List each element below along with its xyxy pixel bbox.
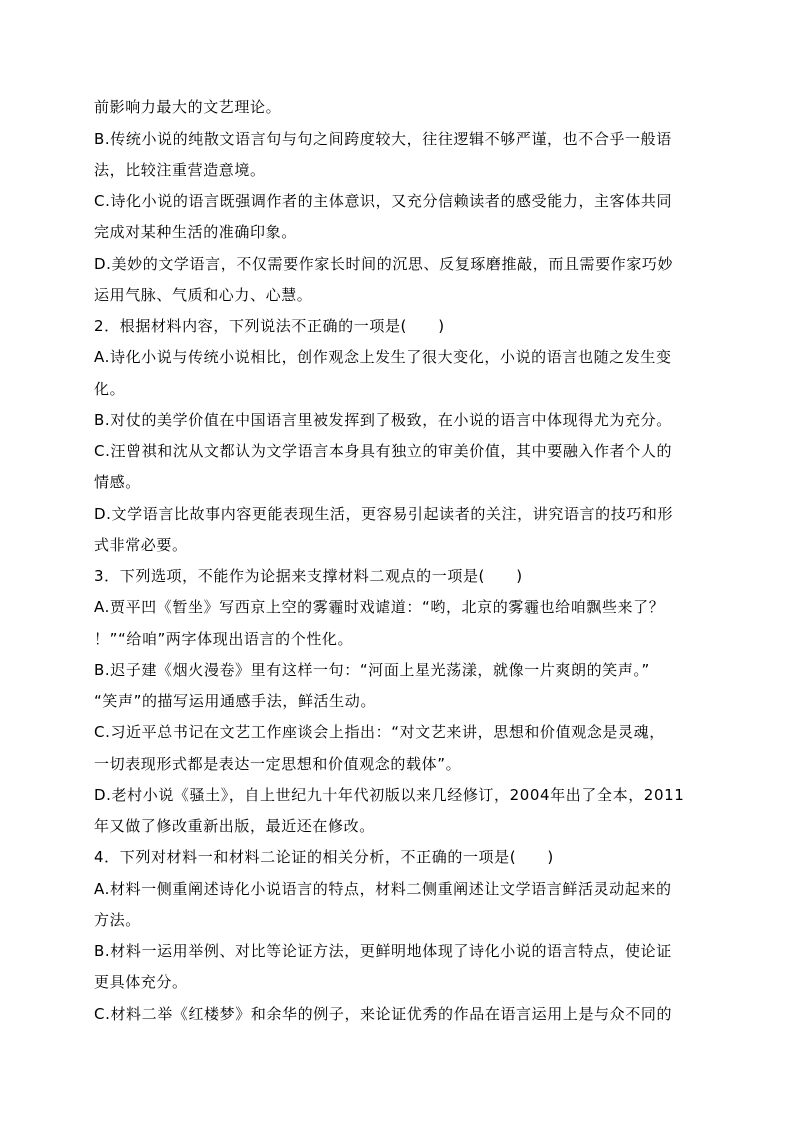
text-line: 一切表现形式都是表达一定思想和价值观念的载体”。 [94,755,462,773]
text-line: 化。 [94,380,126,398]
question-4-stem: 4．下列对材料一和材料二论证的相关分析，不正确的一项是( ) [94,848,554,866]
text-line: B.传统小说的纯散文语言句与句之间跨度较大，往往逻辑不够严谨，也不合乎一般语 [94,130,672,148]
text-line: 前影响力最大的文艺理论。 [94,98,282,116]
text-line: 情感。 [94,473,141,491]
text-line: 运用气脉、气质和心力、心慧。 [94,286,313,304]
text-line: C.习近平总书记在文艺工作座谈会上指出：“对文艺来讲，思想和价值观念是灵魂， [94,723,665,741]
text-line: ！”“给咱”两字体现出语言的个性化。 [94,630,354,648]
text-line: 更具体充分。 [94,973,188,991]
text-line: 式非常必要。 [94,536,188,554]
question-3-stem: 3．下列选项，不能作为论据来支撑材料二观点的一项是( ) [94,567,523,585]
text-line: A.材料一侧重阐述诗化小说语言的特点，材料二侧重阐述让文学语言鲜活灵动起来的 [94,880,672,898]
text-line: C.汪曾祺和沈从文都认为文学语言本身具有独立的审美价值，其中要融入作者个人的 [94,442,673,460]
text-line: A.诗化小说与传统小说相比，创作观念上发生了很大变化，小说的语言也随之发生变 [94,348,672,366]
text-line: 方法。 [94,911,141,929]
text-line: “笑声”的描写运用通感手法，鲜活生动。 [94,692,376,710]
text-line: B.材料一运用举例、对比等论证方法，更鲜明地体现了诗化小说的语言特点，使论证 [94,942,672,960]
text-line: C.材料二举《红楼梦》和余华的例子，来论证优秀的作品在语言运用上是与众不同的 [94,1005,673,1023]
text-line: 法，比较注重营造意境。 [94,161,266,179]
text-line: D.文学语言比故事内容更能表现生活，更容易引起读者的关注，讲究语言的技巧和形 [94,505,674,523]
text-line: B.迟子建《烟火漫卷》里有这样一句：“河面上星光荡漾，就像一片爽朗的笑声。” [94,661,650,679]
question-2-stem: 2．根据材料内容，下列说法不正确的一项是( ) [94,317,445,335]
text-line: D.美妙的文学语言，不仅需要作家长时间的沉思、反复琢磨推敲，而且需要作家巧妙 [94,255,674,273]
text-line: C.诗化小说的语言既强调作者的主体意识，又充分信赖读者的感受能力，主客体共同 [94,192,673,210]
text-line: B.对仗的美学价值在中国语言里被发挥到了极致，在小说的语言中体现得尤为充分。 [94,411,672,429]
text-line: D.老村小说《骚土》，自上世纪九十年代初版以来几经修订，2004年出了全本，2011 [94,786,685,804]
text-line: 年又做了修改重新出版，最近还在修改。 [94,817,375,835]
text-line: A.贾平凹《暂坐》写西京上空的雾霾时戏谑道：“哟，北京的雾霾也给咱飘些来了？ [94,598,665,616]
text-line: 完成对某种生活的准确印象。 [94,223,297,241]
